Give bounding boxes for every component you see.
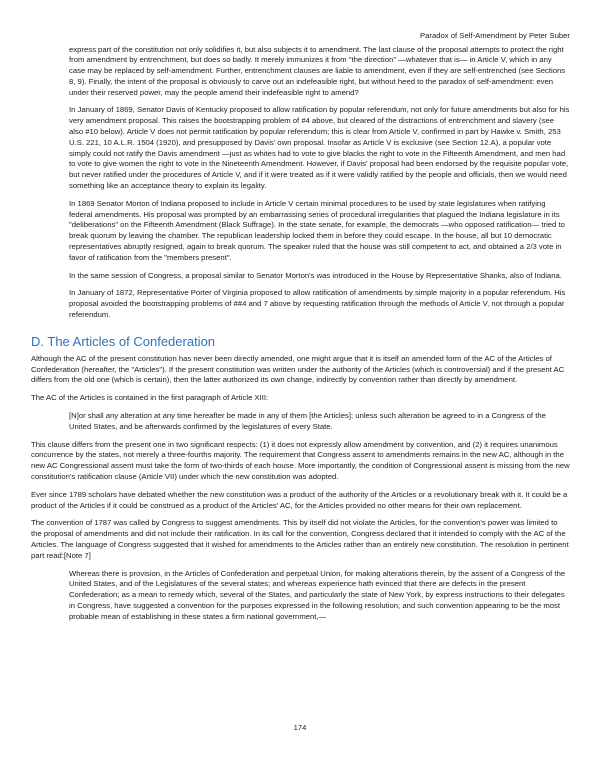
section-heading: D. The Articles of Confederation — [31, 333, 216, 349]
paragraph: Although the AC of the present constitution has never been directly amended, one might argue that it is itself an amended form of the AC of the Articles of Confederation (hereafter, the "Articles"). If the present constitution was written under the authority of the Articles (which is controversial) and if the present AC differs from the old one (which is certain), then the latter authorized its own change, indirectly by convention rather than directly by amendment. — [31, 353, 565, 385]
page-content — [31, 45, 570, 623]
congress-resolution-quote: Whereas there is provision, in the Articles of Confederation and perpetual Union, for making alterations therein, by the assent of a Congress of the United States, and of the Legislatures of the several states; and whereas experience hath evinced that there are defects in the present Confederation; as a mean to remedy which, several of the States, and particularly the state of New York, by express instructions to their delegates in Congress, have suggested a convention for the purposes expressed in the following resolution; and such convention appearing to be the most probable mean of establishing in these states a firm national government,— — [69, 568, 566, 621]
article-xiii-quote: [N]or shall any alteration at any time hereafter be made in any of them [the Articles]; unless such alteration be agreed to in a Congress of the United States, and be afterwards confirmed by the legislatures of every State. — [69, 411, 546, 431]
paragraph: Ever since 1789 scholars have debated whether the new constitution was a product of the authority of the Articles or a revolutionary break with it. It could be a product of the Articles if it could be construed as a product of the Articles' AC, for the Articles provided no other means for their own replacement. — [31, 489, 568, 510]
running-header: Paradox of Self-Amendment by Peter Suber — [420, 31, 570, 40]
paragraph: The convention of 1787 was called by Congress to suggest amendments. This by itself did not violate the Articles, for the convention's power was limited to the proposal of amendments and did not include their ratification. In its call for the convention, Congress declared that it intended to comply with the AC of the Articles. The language of Congress suggested that it wished for amendments to the Articles rather than an entirely new constitution. The resolution in pertinent part read:[Note 7] — [31, 518, 569, 560]
paragraph: In 1869 Senator Morton of Indiana proposed to include in Article V certain minimal procedures to be used by state legislatures when ratifying federal amendments. His proposal was prompted by an embarrassing series of procedural irregularities that plagued the Indiana legislature in its "deliberations" on the Fifteenth Amendment (Black Suffrage). In the state senate, for example, the democrats —who opposed ratification— tried to break quorum by leaving the chamber. The republican leadership locked them in before they could escape. In the house, all but 10 democratic representatives abruptly resigned, again to break quorum. The speaker ruled that the house was still competent to act, and obtained a 2/3 vote in favor of ratification from the "members present". — [69, 198, 565, 262]
paragraph: express part of the constitution not only solidifies it, but also subjects it to amendment. The last clause of the proposal attempts to protect the right from amendment by entrenchment, but does so badly. It merely immunizes it from "the direction" —whatever that is— in Article V, which in any case may be replaced by self-amendment. Further, entrenchment clauses are liable to amendment, even if they are self-entrenched (see Sections 8, 9). Finally, the intent of the proposal is obviously to carve out an indefeasible right, but without heed to the paradox of self-amendment: even under their reserved power, may the people amend their indefeasible right to amend? — [69, 44, 566, 97]
continued-section — [69, 45, 570, 321]
paragraph: This clause differs from the present one in two significant respects: (1) it does not expressly allow amendment by convention, and (2) it requires unanimous concurrence by the states, not merely a three-fourths majority. The requirement that Congress assent to amendments remains in the new AC, although in the new AC Congressional assent must take the form of two-thirds of each house. More importantly, the condition of Congressional assent is missing from the new constitution's ratification clause (Article VII) under which the new constitution was adopted. — [31, 439, 570, 481]
paragraph: In January of 1872, Representative Porter of Virginia proposed to allow ratification of amendments by simple majority in a popular referendum. His proposal avoided the bootstrapping problems of ##4 and 7 above by requesting ratification through the methods of Article V, not through a popular referendum. — [69, 288, 566, 320]
paragraph: In January of 1869, Senator Davis of Kentucky proposed to allow ratification by popular referendum, not only for future amendments but also for his very amendment proposal. This raises the bootstrapping problem of #4 above, but cleared of the distractions of entrenchment and slavery (see also #10 below). Article V does not permit ratification by popular referendum; this is clear from Article V, confirmed in part by Hawke v. Smith, 253 U.S. 221, 10 A.L.R. 1504 (1920), and presupposed by Davis' own proposal. Insofar as Article V is exclusive (see Section 12.A), a popular vote simply could not ratify the Davis amendment —just as whites had to vote to give blacks the right to vote in the Fifteenth Amendment, and men had to vote to give women the right to vote in the Nineteenth Amendment. However, if Davis' proposal had been endorsed by the requisite popular vote, but never ratified under the procedures of Article V, and if it were treated as if it were validly ratified by the people and officials, then we would need something like an acceptance theory to explain its legality. — [69, 105, 570, 191]
paragraph: The AC of the Articles is contained in the first paragraph of Article XIII: — [31, 393, 269, 403]
paragraph: In the same session of Congress, a proposal similar to Senator Morton's was introduced in the House by Representative Shanks, also of Indiana. — [69, 270, 562, 280]
page-number: 174 — [293, 723, 307, 732]
